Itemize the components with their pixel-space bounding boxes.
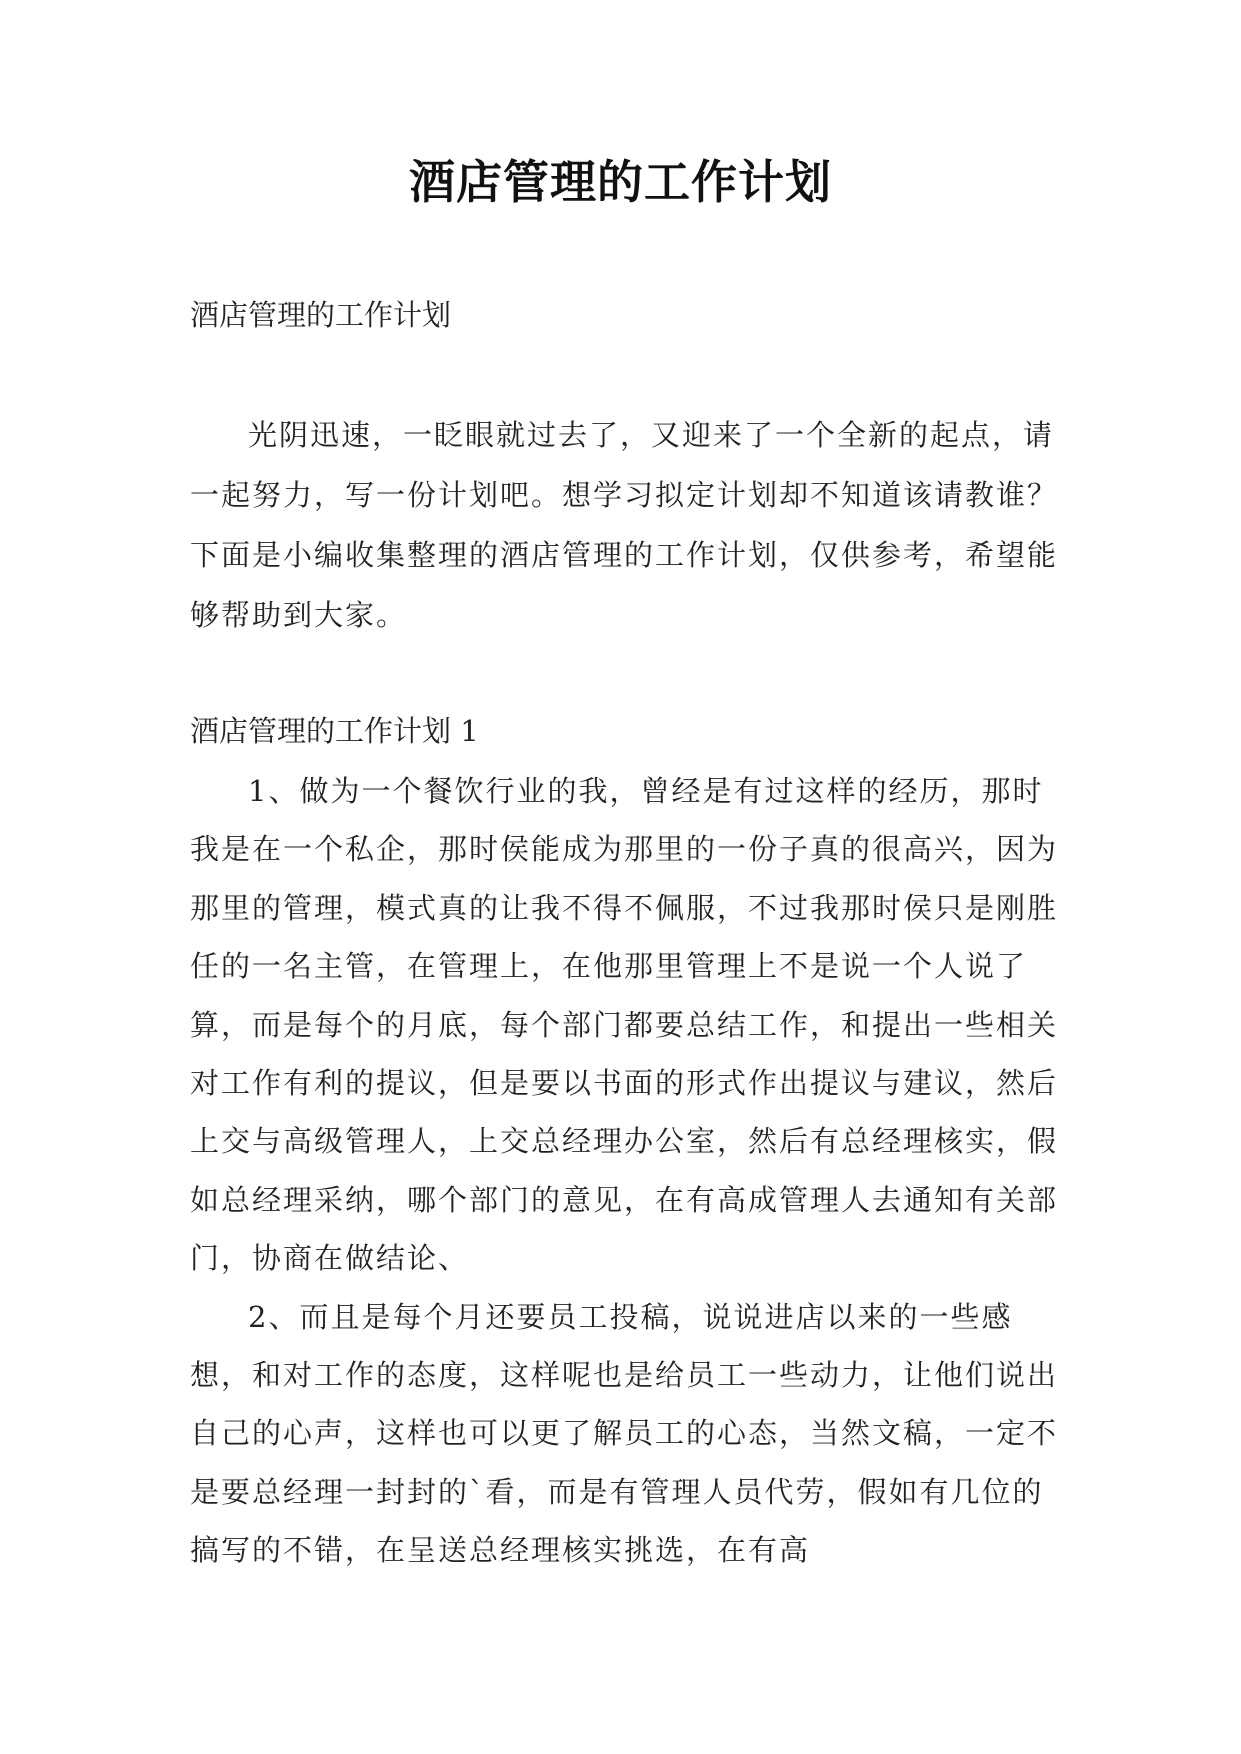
intro-paragraph: 光阴迅速，一眨眼就过去了，又迎来了一个全新的起点，请一起努力，写一份计划吧。想学习拟定计划却不知道该请教谁？下面是小编收集整理的酒店管理的工作计划，仅供参考，希望能够帮助到大家。 [190,418,1059,632]
document-subtitle: 酒店管理的工作计划 [190,298,452,332]
section-body [190,762,1070,1580]
document-title: 酒店管理的工作计划 [409,155,832,209]
body-paragraph-1: 1、做为一个餐饮行业的我，曾经是有过这样的经历，那时我是在一个私企，那时侯能成为那里的一份子真的很高兴，因为那里的管理，模式真的让我不得不佩服，不过我那时侯只是刚胜任的一名主管，在管理上，在他那里管理上不是说一个人说了算，而是每个的月底，每个部门都要总结工作，和提出一些相关对工作有利的提议，但是要以书面的形式作出提议与建议，然后上交与高级管理人，上交总经理办公室，然后有总经理核实，假如总经理采纳，哪个部门的意见，在有高成管理人去通知有关部门，协商在做结论、 [190,774,1059,1276]
body-paragraph-2: 2、而且是每个月还要员工投稿，说说进店以来的一些感想，和对工作的态度，这样呢也是给员工一些动力，让他们说出自己的心声，这样也可以更了解员工的心态，当然文稿，一定不是要总经理一封封的`看，而是有管理人员代劳，假如有几位的搞写的不错，在呈送总经理核实挑选，在有高 [190,1299,1059,1568]
section-heading: 酒店管理的工作计划 1 [190,714,479,748]
